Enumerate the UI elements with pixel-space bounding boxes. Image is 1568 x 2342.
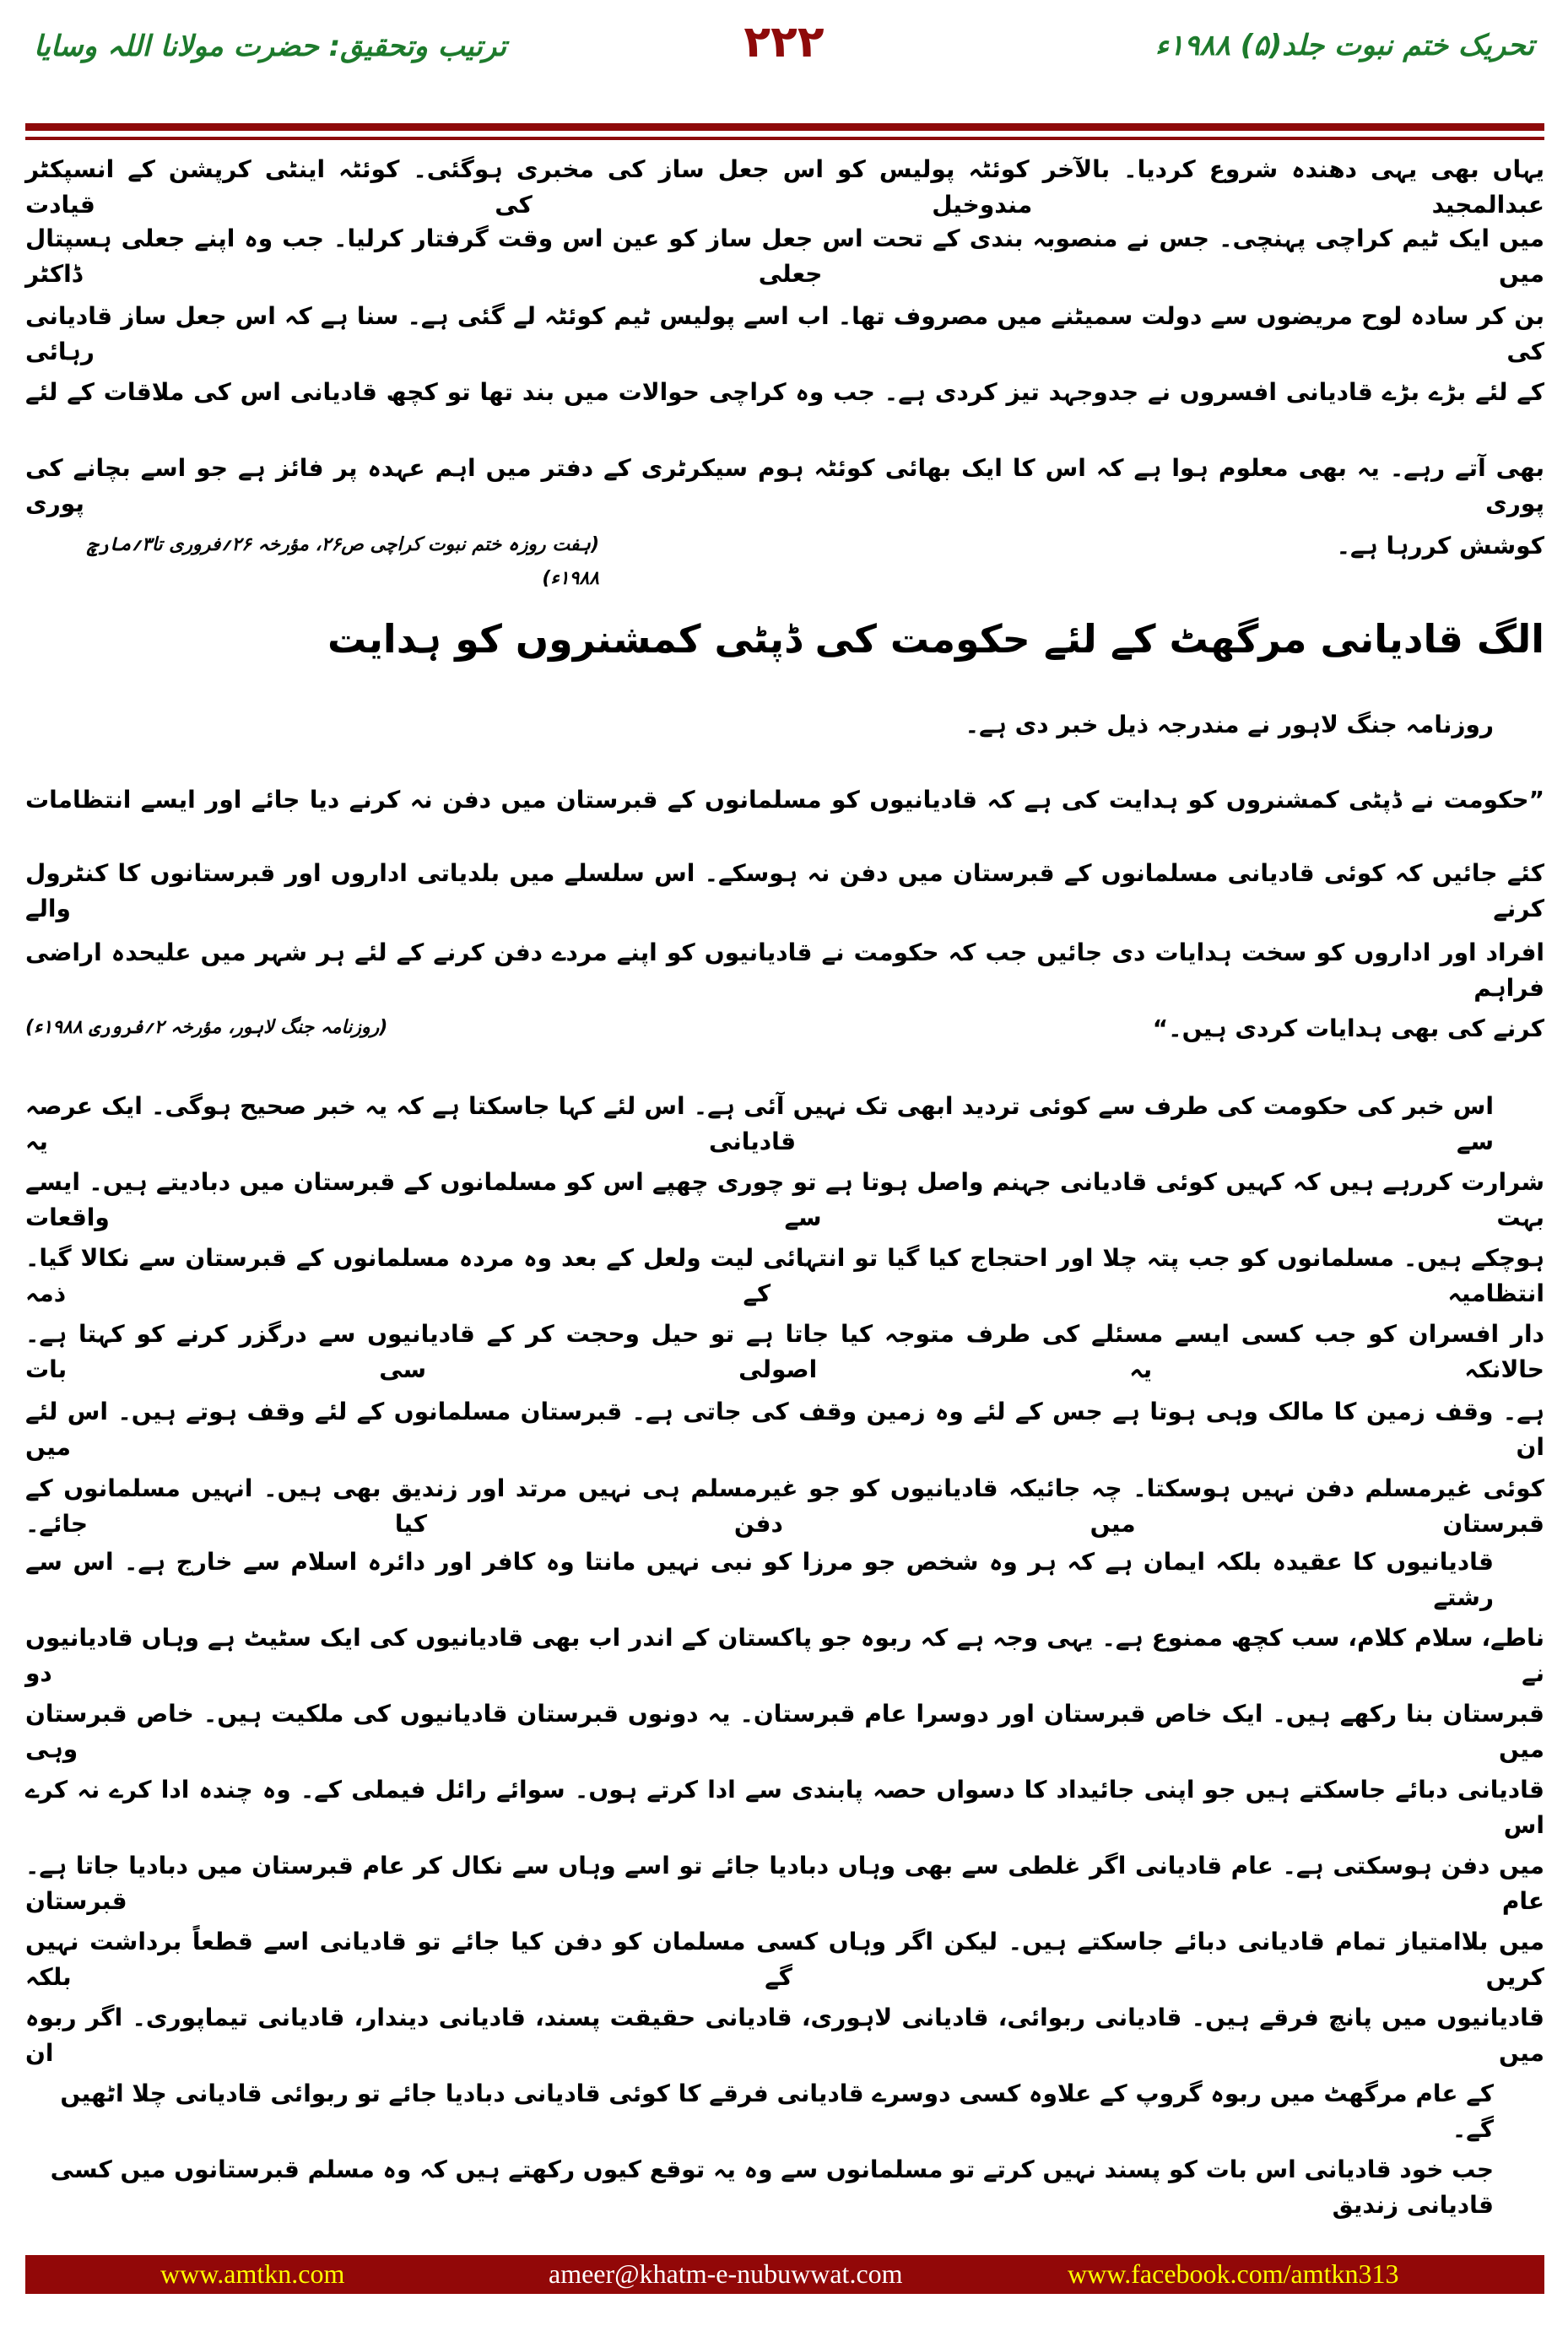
- text-line: بن کر سادہ لوح مریضوں سے دولت سمیٹنے میں مصروف تھا۔ اب اسے پولیس ٹیم کوئٹہ لے گئی ہے۔ سنا ہے کہ اس جعل ساز قادیانی کی رہائی: [25, 302, 1544, 365]
- text-line: کے لئے بڑے بڑے قادیانی افسروں نے جدوجہد تیز کردی ہے۔ جب وہ کراچی حوالات میں بند تھا تو کچھ قادیانی اس کی ملاقات کے لئے: [25, 378, 1544, 406]
- text-line: کوشش کررہا ہے۔: [1336, 532, 1544, 560]
- section-intro: روزنامہ جنگ لاہور نے مندرجہ ذیل خبر دی ہے۔: [965, 711, 1494, 738]
- text-line: ہوچکے ہیں۔ مسلمانوں کو جب پتہ چلا اور احتجاج کیا گیا تو انتہائی لیت ولعل کے بعد وہ مردہ مسلمانوں کے قبرستان سے نکالا گیا۔ انتظامیہ کے ذمہ: [25, 1244, 1544, 1307]
- text-line: قادیانی دبائے جاسکتے ہیں جو اپنی جائیداد کا دسواں حصہ پابندی سے ادا کرتے ہوں۔ سوائے رائل فیملی کے۔ وہ چندہ ادا کرے نہ کرے اس: [25, 1776, 1544, 1839]
- text-line: میں ایک ٹیم کراچی پہنچی۔ جس نے منصوبہ بندی کے تحت اس جعل ساز کو عین اس وقت گرفتار کرلیا۔ جب وہ اپنے جعلی ہسپتال میں جعلی ڈاکٹر: [25, 224, 1544, 288]
- text-line: دار افسران کو جب کسی ایسے مسئلے کی طرف متوجہ کیا جاتا ہے تو حیل وحجت کر کے قادیانیوں سے درگزر کرنے کو کہتا ہے۔ حالانکہ یہ اصولی سی بات: [25, 1320, 1544, 1383]
- citation: (ہفت روزہ ختم نبوت کراچی ص۲۶، مؤرخہ ۲۶؍فروری تا۳؍مارچ ۱۹۸۸ء): [87, 534, 599, 589]
- header-rule: [25, 123, 1544, 131]
- website-link[interactable]: www.amtkn.com: [160, 2258, 345, 2289]
- section-heading: الگ قادیانی مرگھٹ کے لئے حکومت کی ڈپٹی کمشنروں کو ہدایت: [327, 616, 1544, 662]
- text-line: میں بلاامتیاز تمام قادیانی دبائے جاسکتے ہیں۔ لیکن اگر وہاں کسی مسلمان کو دفن کیا جائے تو قادیانی اسے قطعاً برداشت نہیں کریں گے بلکہ: [25, 1928, 1544, 1991]
- text-line: قادیانیوں میں پانچ فرقے ہیں۔ قادیانی ربوائی، قادیانی لاہوری، قادیانی حقیقت پسند، قادیانی دیندار، قادیانی تیماپوری۔ اگر ربوہ میں ان: [25, 2004, 1544, 2067]
- text-line: ناطے، سلام کلام، سب کچھ ممنوع ہے۔ یہی وجہ ہے کہ ربوہ جو پاکستان کے اندر اب بھی قادیانیوں کی ایک سٹیٹ ہے وہاں قادیانیوں نے دو: [25, 1624, 1544, 1687]
- compiler-credit: ترتیب وتحقیق: حضرت مولانا اللہ وسایا: [34, 30, 507, 63]
- text-line: کوئی غیرمسلم دفن نہیں ہوسکتا۔ چہ جائیکہ قادیانیوں کو جو غیرمسلم ہی نہیں مرتد اور زندیق بھی ہیں۔ انہیں مسلمانوں کے قبرستان میں دفن کیا جائے۔: [25, 1474, 1544, 1538]
- text-line: بھی آتے رہے۔ یہ بھی معلوم ہوا ہے کہ اس کا ایک بھائی کوئٹہ ہوم سیکرٹری کے دفتر میں اہم عہدہ پر فائز ہے جو اسے بچانے کی پوری پوری: [25, 454, 1544, 517]
- quote-line: کئے جائیں کہ کوئی قادیانی مسلمانوں کے قبرستان میں دفن نہ ہوسکے۔ اس سلسلے میں بلدیاتی اداروں اور قبرستانوں کا کنٹرول کرنے والے: [25, 859, 1544, 922]
- footer-bar: [25, 2255, 1544, 2294]
- text-line: ہے۔ وقف زمین کا مالک وہی ہوتا ہے جس کے لئے وہ زمین وقف کی جاتی ہے۔ قبرستان مسلمانوں کے لئے وقف ہوتے ہیں۔ اس لئے ان میں: [25, 1398, 1544, 1461]
- text-line: کے عام مرگھٹ میں ربوہ گروپ کے علاوہ کسی دوسرے قادیانی فرقے کا کوئی قادیانی دبادیا جائے تو ربوائی قادیانی چلا اٹھیں گے۔: [60, 2080, 1494, 2143]
- quote-line: کرنے کی بھی ہدایات کردی ہیں۔“: [1152, 1014, 1544, 1042]
- text-line: شرارت کررہے ہیں کہ کہیں کوئی قادیانی جہنم واصل ہوتا ہے تو چوری چھپے اس کو مسلمانوں کے قبرستان میں دبادیتے ہیں۔ ایسے بہت سے واقعات: [25, 1168, 1544, 1231]
- quote-citation: (روزنامہ جنگ لاہور، مؤرخہ ۲؍فروری ۱۹۸۸ء): [25, 1017, 388, 1038]
- email-link[interactable]: ameer@khatm-e-nubuwwat.com: [549, 2258, 903, 2289]
- text-line: اس خبر کی حکومت کی طرف سے کوئی تردید ابھی تک نہیں آئی ہے۔ اس لئے کہا جاسکتا ہے کہ یہ خبر صحیح ہوگی۔ ایک عرصہ سے قادیانی یہ: [25, 1092, 1494, 1155]
- text-line: جب خود قادیانی اس بات کو پسند نہیں کرتے تو مسلمانوں سے وہ یہ توقع کیوں رکھتے ہیں کہ وہ مسلم قبرستانوں میں کسی قادیانی زندیق: [50, 2155, 1494, 2219]
- page-number: ۲۲۲: [743, 17, 825, 68]
- text-line: یہاں بھی یہی دھندہ شروع کردیا۔ بالآخر کوئٹہ پولیس کو اس جعل ساز کی مخبری ہوگئی۔ کوئٹہ اینٹی کرپشن کے انسپکٹر عبدالمجید مندوخیل کی قیادت: [25, 155, 1544, 219]
- book-title: تحریک ختم نبوت جلد(۵) ۱۹۸۸ء: [1154, 29, 1534, 62]
- text-line: قبرستان بنا رکھے ہیں۔ ایک خاص قبرستان اور دوسرا عام قبرستان۔ یہ دونوں قبرستان قادیانیوں کی ملکیت ہیں۔ خاص قبرستان میں وہی: [25, 1700, 1544, 1763]
- header-rule-thin: [25, 137, 1544, 140]
- text-line: قادیانیوں کا عقیدہ بلکہ ایمان ہے کہ ہر وہ شخص جو مرزا کو نبی نہیں مانتا وہ کافر اور دائرہ اسلام سے خارج ہے۔ اس سے رشتے: [25, 1548, 1494, 1611]
- facebook-link[interactable]: www.facebook.com/amtkn313: [1068, 2258, 1399, 2289]
- quote-line: ”حکومت نے ڈپٹی کمشنروں کو ہدایت کی ہے کہ قادیانیوں کو مسلمانوں کے قبرستان میں دفن نہ کرنے دیا جائے اور ایسے انتظامات: [25, 786, 1544, 814]
- quote-line: افراد اور اداروں کو سخت ہدایات دی جائیں جب کہ حکومت نے قادیانیوں کو اپنے مردے دفن کرنے کے لئے ہر شہر میں علیحدہ اراضی فراہم: [25, 938, 1544, 1002]
- text-line: میں دفن ہوسکتی ہے۔ عام قادیانی اگر غلطی سے بھی وہاں دبادیا جائے تو اسے وہاں سے نکال کر عام قبرستان میں دبادیا جاتا ہے۔ عام قبرستان: [25, 1852, 1544, 1915]
